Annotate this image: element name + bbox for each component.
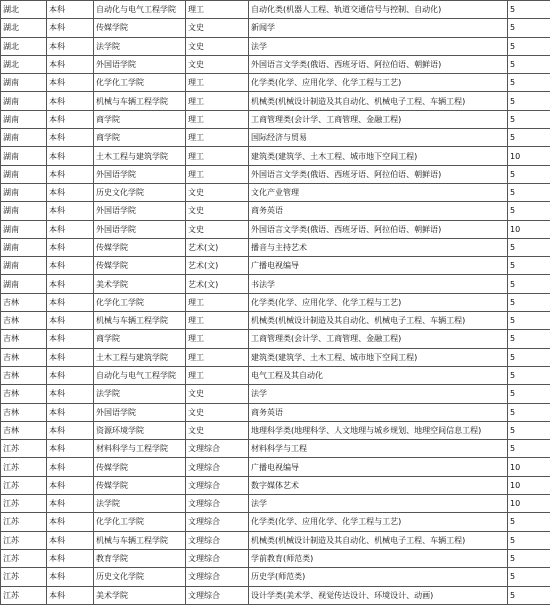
major-cell: 外国语言文学类(俄语、西班牙语、阿拉伯语、朝鲜语)	[249, 165, 508, 183]
category-cell: 文理综合	[186, 568, 249, 586]
quota-cell: 10	[508, 147, 550, 165]
level-cell: 本科	[47, 421, 94, 439]
category-cell: 艺术(文)	[186, 275, 249, 293]
level-cell: 本科	[47, 348, 94, 366]
table-row	[1, 568, 550, 586]
level-cell: 本科	[47, 202, 94, 220]
table-row	[1, 440, 550, 458]
quota-cell: 5	[508, 513, 550, 531]
category-cell: 理工	[186, 1, 249, 19]
college-cell: 法学院	[94, 37, 186, 55]
college-cell: 传媒学院	[94, 238, 186, 256]
province-cell: 湖北	[1, 37, 47, 55]
category-cell: 理工	[186, 348, 249, 366]
college-cell: 商学院	[94, 129, 186, 147]
quota-cell: 5	[508, 549, 550, 567]
table-row	[1, 19, 550, 37]
category-cell: 文理综合	[186, 440, 249, 458]
level-cell: 本科	[47, 330, 94, 348]
major-cell: 广播电视编导	[249, 257, 508, 275]
quota-cell: 5	[508, 55, 550, 73]
table-row	[1, 202, 550, 220]
province-cell: 湖南	[1, 147, 47, 165]
quota-cell: 5	[508, 257, 550, 275]
table-row	[1, 549, 550, 567]
table-row	[1, 275, 550, 293]
quota-cell: 5	[508, 165, 550, 183]
level-cell: 本科	[47, 257, 94, 275]
table-row	[1, 312, 550, 330]
college-cell: 材料科学与工程学院	[94, 440, 186, 458]
major-cell: 建筑类(建筑学、土木工程、城市地下空间工程)	[249, 348, 508, 366]
category-cell: 文史	[186, 55, 249, 73]
major-cell: 电气工程及其自动化	[249, 366, 508, 384]
major-cell: 机械类(机械设计制造及其自动化、机械电子工程、车辆工程)	[249, 531, 508, 549]
province-cell: 江苏	[1, 495, 47, 513]
category-cell: 理工	[186, 293, 249, 311]
college-cell: 自动化与电气工程学院	[94, 366, 186, 384]
category-cell: 文史	[186, 403, 249, 421]
college-cell: 土木工程与建筑学院	[94, 348, 186, 366]
province-cell: 江苏	[1, 440, 47, 458]
level-cell: 本科	[47, 495, 94, 513]
province-cell: 湖南	[1, 238, 47, 256]
college-cell: 机械与车辆工程学院	[94, 92, 186, 110]
level-cell: 本科	[47, 293, 94, 311]
category-cell: 理工	[186, 312, 249, 330]
major-cell: 工商管理类(会计学、工商管理、金融工程)	[249, 330, 508, 348]
table-row	[1, 1, 550, 19]
college-cell: 传媒学院	[94, 458, 186, 476]
college-cell: 土木工程与建筑学院	[94, 147, 186, 165]
category-cell: 文史	[186, 421, 249, 439]
province-cell: 湖南	[1, 129, 47, 147]
level-cell: 本科	[47, 531, 94, 549]
province-cell: 湖南	[1, 257, 47, 275]
level-cell: 本科	[47, 458, 94, 476]
quota-cell: 5	[508, 275, 550, 293]
college-cell: 外国语学院	[94, 165, 186, 183]
category-cell: 理工	[186, 92, 249, 110]
college-cell: 化学化工学院	[94, 74, 186, 92]
college-cell: 传媒学院	[94, 19, 186, 37]
category-cell: 文史	[186, 385, 249, 403]
table-row	[1, 110, 550, 128]
major-cell: 自动化类(机器人工程、轨道交通信号与控制、自动化)	[249, 1, 508, 19]
major-cell: 机械类(机械设计制造及其自动化、机械电子工程、车辆工程)	[249, 92, 508, 110]
college-cell: 美术学院	[94, 275, 186, 293]
table-row	[1, 238, 550, 256]
quota-cell: 10	[508, 458, 550, 476]
level-cell: 本科	[47, 19, 94, 37]
level-cell: 本科	[47, 586, 94, 604]
level-cell: 本科	[47, 37, 94, 55]
table-row	[1, 74, 550, 92]
quota-cell: 5	[508, 110, 550, 128]
major-cell: 材料科学与工程	[249, 440, 508, 458]
province-cell: 湖南	[1, 165, 47, 183]
table-row	[1, 458, 550, 476]
level-cell: 本科	[47, 129, 94, 147]
province-cell: 湖南	[1, 74, 47, 92]
table-row	[1, 366, 550, 384]
province-cell: 江苏	[1, 586, 47, 604]
level-cell: 本科	[47, 275, 94, 293]
level-cell: 本科	[47, 568, 94, 586]
major-cell: 播音与主持艺术	[249, 238, 508, 256]
major-cell: 新闻学	[249, 19, 508, 37]
major-cell: 化学类(化学、应用化学、化学工程与工艺)	[249, 293, 508, 311]
category-cell: 文史	[186, 19, 249, 37]
quota-cell: 10	[508, 495, 550, 513]
table-row	[1, 37, 550, 55]
major-cell: 商务英语	[249, 403, 508, 421]
category-cell: 理工	[186, 147, 249, 165]
quota-cell: 5	[508, 531, 550, 549]
category-cell: 文理综合	[186, 531, 249, 549]
quota-cell: 10	[508, 220, 550, 238]
level-cell: 本科	[47, 92, 94, 110]
table-row	[1, 421, 550, 439]
major-cell: 地理科学类(地理科学、人文地理与城乡规划、地理空间信息工程)	[249, 421, 508, 439]
major-cell: 外国语言文学类(俄语、西班牙语、阿拉伯语、朝鲜语)	[249, 220, 508, 238]
major-cell: 法学	[249, 385, 508, 403]
province-cell: 吉林	[1, 330, 47, 348]
table-row	[1, 531, 550, 549]
college-cell: 机械与车辆工程学院	[94, 312, 186, 330]
table-row	[1, 293, 550, 311]
table-row	[1, 586, 550, 604]
college-cell: 外国语学院	[94, 403, 186, 421]
college-cell: 化学化工学院	[94, 513, 186, 531]
major-cell: 建筑类(建筑学、土木工程、城市地下空间工程)	[249, 147, 508, 165]
table-row	[1, 330, 550, 348]
major-cell: 设计学类(美术学、视觉传达设计、环境设计、动画)	[249, 586, 508, 604]
table-row	[1, 348, 550, 366]
province-cell: 吉林	[1, 293, 47, 311]
level-cell: 本科	[47, 476, 94, 494]
college-cell: 资源环境学院	[94, 421, 186, 439]
quota-cell: 5	[508, 330, 550, 348]
province-cell: 湖南	[1, 275, 47, 293]
province-cell: 吉林	[1, 421, 47, 439]
level-cell: 本科	[47, 147, 94, 165]
college-cell: 商学院	[94, 110, 186, 128]
quota-cell: 5	[508, 92, 550, 110]
level-cell: 本科	[47, 183, 94, 201]
level-cell: 本科	[47, 74, 94, 92]
college-cell: 法学院	[94, 385, 186, 403]
level-cell: 本科	[47, 165, 94, 183]
level-cell: 本科	[47, 513, 94, 531]
college-cell: 自动化与电气工程学院	[94, 1, 186, 19]
quota-cell: 5	[508, 403, 550, 421]
quota-cell: 5	[508, 568, 550, 586]
province-cell: 湖南	[1, 92, 47, 110]
table-row	[1, 183, 550, 201]
province-cell: 湖南	[1, 183, 47, 201]
category-cell: 理工	[186, 330, 249, 348]
category-cell: 理工	[186, 129, 249, 147]
college-cell: 美术学院	[94, 586, 186, 604]
province-cell: 江苏	[1, 513, 47, 531]
college-cell: 外国语学院	[94, 220, 186, 238]
college-cell: 外国语学院	[94, 55, 186, 73]
college-cell: 法学院	[94, 495, 186, 513]
table-row	[1, 403, 550, 421]
province-cell: 江苏	[1, 549, 47, 567]
level-cell: 本科	[47, 440, 94, 458]
table-row	[1, 385, 550, 403]
major-cell: 外国语言文学类(俄语、西班牙语、阿拉伯语、朝鲜语)	[249, 55, 508, 73]
level-cell: 本科	[47, 549, 94, 567]
table-row	[1, 257, 550, 275]
category-cell: 文理综合	[186, 458, 249, 476]
quota-cell: 5	[508, 440, 550, 458]
major-cell: 法学	[249, 37, 508, 55]
major-cell: 化学类(化学、应用化学、化学工程与工艺)	[249, 513, 508, 531]
province-cell: 江苏	[1, 476, 47, 494]
level-cell: 本科	[47, 366, 94, 384]
quota-cell: 5	[508, 366, 550, 384]
province-cell: 吉林	[1, 366, 47, 384]
category-cell: 艺术(文)	[186, 257, 249, 275]
major-cell: 书法学	[249, 275, 508, 293]
college-cell: 外国语学院	[94, 202, 186, 220]
quota-cell: 5	[508, 421, 550, 439]
level-cell: 本科	[47, 110, 94, 128]
level-cell: 本科	[47, 403, 94, 421]
province-cell: 湖北	[1, 19, 47, 37]
level-cell: 本科	[47, 312, 94, 330]
quota-cell: 5	[508, 183, 550, 201]
quota-cell: 5	[508, 348, 550, 366]
table-row	[1, 513, 550, 531]
quota-cell: 5	[508, 1, 550, 19]
category-cell: 理工	[186, 110, 249, 128]
level-cell: 本科	[47, 220, 94, 238]
category-cell: 文史	[186, 202, 249, 220]
category-cell: 文理综合	[186, 495, 249, 513]
quota-cell: 5	[508, 129, 550, 147]
table-body	[1, 1, 550, 605]
college-cell: 传媒学院	[94, 257, 186, 275]
category-cell: 艺术(文)	[186, 238, 249, 256]
major-cell: 工商管理类(会计学、工商管理、金融工程)	[249, 110, 508, 128]
college-cell: 教育学院	[94, 549, 186, 567]
category-cell: 理工	[186, 165, 249, 183]
college-cell: 化学化工学院	[94, 293, 186, 311]
quota-cell: 5	[508, 238, 550, 256]
quota-cell: 5	[508, 293, 550, 311]
table-row	[1, 165, 550, 183]
major-cell: 文化产业管理	[249, 183, 508, 201]
quota-cell: 5	[508, 19, 550, 37]
college-cell: 机械与车辆工程学院	[94, 531, 186, 549]
college-cell: 传媒学院	[94, 476, 186, 494]
major-cell: 机械类(机械设计制造及其自动化、机械电子工程、车辆工程)	[249, 312, 508, 330]
table-row	[1, 495, 550, 513]
province-cell: 湖北	[1, 1, 47, 19]
quota-cell: 10	[508, 476, 550, 494]
major-cell: 商务英语	[249, 202, 508, 220]
quota-cell: 5	[508, 385, 550, 403]
category-cell: 文史	[186, 220, 249, 238]
major-cell: 广播电视编导	[249, 458, 508, 476]
table-row	[1, 220, 550, 238]
province-cell: 湖南	[1, 110, 47, 128]
province-cell: 江苏	[1, 568, 47, 586]
quota-cell: 5	[508, 312, 550, 330]
major-cell: 学前教育(师范类)	[249, 549, 508, 567]
category-cell: 文史	[186, 37, 249, 55]
province-cell: 吉林	[1, 348, 47, 366]
province-cell: 江苏	[1, 458, 47, 476]
level-cell: 本科	[47, 1, 94, 19]
category-cell: 理工	[186, 74, 249, 92]
province-cell: 湖北	[1, 55, 47, 73]
college-cell: 历史文化学院	[94, 183, 186, 201]
major-cell: 历史学(师范类)	[249, 568, 508, 586]
college-cell: 商学院	[94, 330, 186, 348]
table-row	[1, 147, 550, 165]
major-cell: 法学	[249, 495, 508, 513]
college-cell: 历史文化学院	[94, 568, 186, 586]
quota-cell: 5	[508, 202, 550, 220]
province-cell: 吉林	[1, 385, 47, 403]
category-cell: 文理综合	[186, 586, 249, 604]
category-cell: 文理综合	[186, 513, 249, 531]
quota-cell: 5	[508, 37, 550, 55]
category-cell: 理工	[186, 366, 249, 384]
category-cell: 文理综合	[186, 549, 249, 567]
quota-cell: 5	[508, 74, 550, 92]
table-row	[1, 476, 550, 494]
province-cell: 江苏	[1, 531, 47, 549]
table-row	[1, 129, 550, 147]
quota-cell: 5	[508, 586, 550, 604]
level-cell: 本科	[47, 238, 94, 256]
province-cell: 湖南	[1, 220, 47, 238]
major-cell: 数字媒体艺术	[249, 476, 508, 494]
table-row	[1, 92, 550, 110]
major-cell: 化学类(化学、应用化学、化学工程与工艺)	[249, 74, 508, 92]
level-cell: 本科	[47, 385, 94, 403]
level-cell: 本科	[47, 55, 94, 73]
major-cell: 国际经济与贸易	[249, 129, 508, 147]
category-cell: 文理综合	[186, 476, 249, 494]
province-cell: 湖南	[1, 202, 47, 220]
category-cell: 文史	[186, 183, 249, 201]
province-cell: 吉林	[1, 312, 47, 330]
province-cell: 吉林	[1, 403, 47, 421]
table-row	[1, 55, 550, 73]
